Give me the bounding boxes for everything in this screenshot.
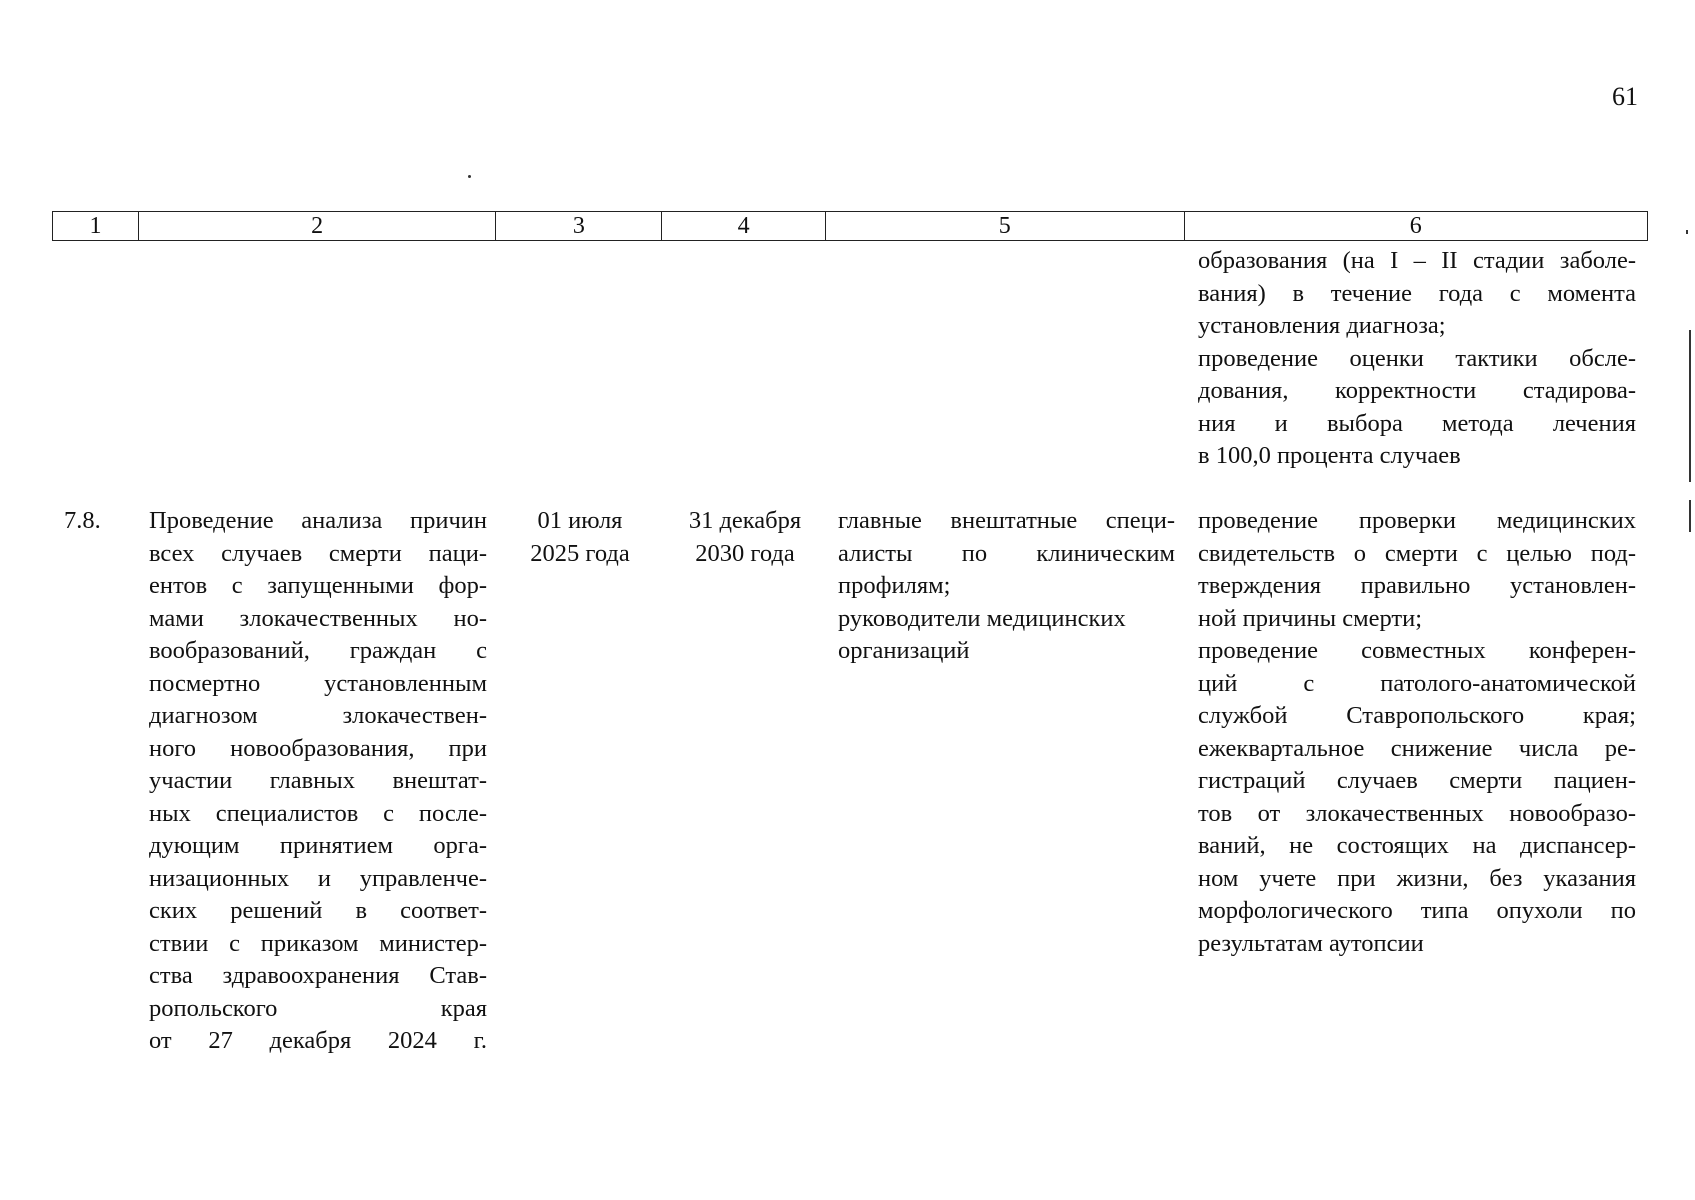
table-header-row: [52, 211, 1648, 241]
text-line: ства здравоохранения Став-: [149, 962, 487, 989]
text-line: ной причины смерти;: [1198, 604, 1423, 632]
text-line: низационных и управленче-: [149, 864, 487, 892]
scan-mark: [1686, 230, 1688, 234]
scan-mark: [1689, 500, 1691, 532]
text-line: 2030 года: [695, 539, 795, 567]
text-line: тов от злокачественных новообразо-: [1198, 799, 1636, 827]
text-line: ропольского края: [149, 994, 487, 1022]
header-col-6: 6: [1409, 212, 1422, 239]
text-line: ных специалистов с после-: [149, 799, 487, 827]
text-line: главные внештатные специ-: [838, 507, 1175, 534]
text-line: ствии с приказом министер-: [149, 929, 487, 957]
text-line: посмертно установленным: [149, 669, 487, 697]
header-col-3: 3: [496, 212, 662, 240]
text-line: профилям;: [838, 572, 951, 599]
text-line: проведение совместных конферен-: [1198, 637, 1636, 664]
text-line: тверждения правильно установлен-: [1198, 572, 1636, 599]
text-line: диагнозом злокачествен-: [149, 702, 487, 729]
row-start-date: [504, 505, 656, 570]
text-line: ния и выбора метода лечения: [1198, 409, 1636, 437]
text-line: от 27 декабря 2024 г.: [149, 1027, 487, 1054]
continuation-col6: [1198, 245, 1636, 473]
text-line: дования, корректности стадирова-: [1198, 377, 1636, 404]
header-col-5: 5: [826, 212, 1185, 240]
text-line: организаций: [838, 637, 970, 664]
text-line: вания) в течение года с момента: [1198, 279, 1636, 307]
text-line: вообразований, граждан с: [149, 637, 487, 664]
text-line: морфологического типа опухоли по: [1198, 897, 1636, 924]
text-line: 31 декабря: [688, 507, 802, 534]
text-line: ций с патолого-анатомической: [1198, 669, 1636, 697]
text-line: участии главных внештат-: [149, 767, 487, 794]
text-line: мами злокачественных но-: [149, 604, 487, 632]
row-description: [149, 505, 487, 1058]
text-line: ваний, не состоящих на диспансер-: [1198, 832, 1636, 859]
text-line: результатам аутопсии: [1198, 929, 1424, 957]
text-line: Проведение анализа причин: [149, 507, 487, 534]
text-line: проведение проверки медицинских: [1198, 507, 1636, 534]
text-line: 01 июля: [537, 507, 623, 534]
text-line: службой Ставропольского края;: [1198, 702, 1636, 729]
text-line: ентов с запущенными фор-: [149, 572, 487, 599]
text-line: алисты по клиническим: [838, 539, 1175, 567]
text-line: проведение оценки тактики обсле-: [1198, 344, 1636, 372]
text-line: ном учете при жизни, без указания: [1198, 864, 1636, 892]
text-line: гистраций случаев смерти пациен-: [1198, 767, 1636, 794]
page-number: 61: [1612, 82, 1638, 111]
row-responsible: [838, 505, 1175, 668]
text-line: ских решений в соответ-: [149, 897, 487, 924]
scan-mark: [1689, 330, 1691, 482]
text-line: установления диагноза;: [1198, 312, 1446, 339]
row-end-date: [669, 505, 821, 570]
scan-dot: [468, 175, 471, 178]
text-line: ного новообразования, при: [149, 734, 487, 762]
text-line: образования (на I – II стадии заболе-: [1198, 247, 1636, 274]
header-col-4: 4: [662, 212, 826, 240]
text-line: всех случаев смерти паци-: [149, 539, 487, 567]
text-line: 2025 года: [530, 539, 630, 567]
text-line: свидетельств о смерти с целью под-: [1198, 539, 1636, 567]
text-line: руководители медицинских: [838, 604, 1126, 632]
header-col-2: 2: [139, 212, 497, 240]
text-line: в 100,0 процента случаев: [1198, 442, 1461, 469]
row-number-text: 7.8.: [64, 507, 101, 534]
header-col-1: 1: [53, 212, 139, 240]
row-result: [1198, 505, 1636, 960]
row-number: [64, 505, 134, 538]
text-line: дующим принятием орга-: [149, 832, 487, 859]
text-line: ежеквартальное снижение числа ре-: [1198, 734, 1636, 762]
